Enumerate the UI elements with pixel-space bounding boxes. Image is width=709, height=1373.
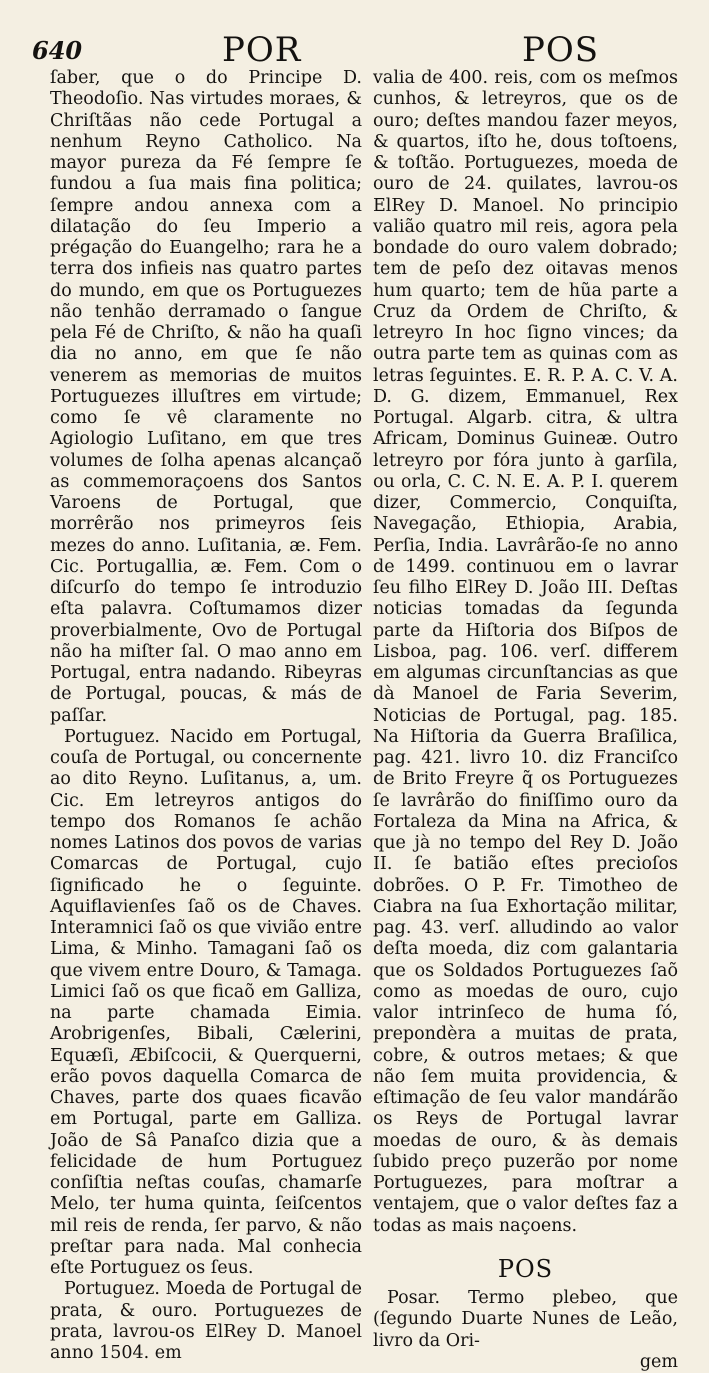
page-header <box>32 30 681 70</box>
catchword: gem <box>639 1351 678 1372</box>
right-paragraph-continued: valia de 400. reis, com os meſmos cunhos, & letreyros, que os de ouro; deſtes mandou fazer meyos, & quartos, iſto he, dous toſtoens, & toſtão. Portuguezes, moeda de ouro de 24. quilates, lavrou-os ElRey D. Manoel. No principio valião quatro mil reis, agora pela bondade do ouro valem dobrado; tem de peſo dez oitavas menos hum quarto; tem de hũa parte a Cruz da Ordem de Chriſto, & letreyro In hoc ſigno vinces; da outra parte tem as quinas com as letras ſeguintes. E. R. P. A. C. V. A. D. G. dizem, Emmanuel, Rex Portugal. Algarb. citra, & ultra Africam, Dominus Guineæ. Outro letreyro por fóra junto à garſila, ou orla, C. C. N. E. A. P. I. querem dizer, Commercio, Conquiſta, Navegação, Ethiopia, Arabia, Perſia, India. Lavrârão-ſe no anno de 1499. continuou em o lavrar ſeu filho ElRey D. João III. Deſtas noticias tomadas da ſegunda parte da Hiſtoria dos Biſpos de Lisboa, pag. 106. verſ. differem em algumas circunſtancias as que dà Manoel de Faria Severim, Noticias de Portugal, pag. 185. Na Hiſtoria da Guerra Braſilica, pag. 421. livro 10. diz Franciſco de Brito Freyre q̃ os Portuguezes ſe lavrârão do finiſſimo ouro da Fortaleza da Mina na Africa, & que jà no tempo del Rey D. João II. ſe batião eſtes precioſos dobrões. O P. Fr. Timotheo de Ciabra na ſua Exhortação militar, pag. 43. verſ. alludindo ao valor deſta moeda, diz com galantaria que os Soldados Portuguezes ſaõ como as moedas de ouro, cujo valor intrinſeco de huma ſó, prepondèra a muitas de prata, cobre, & outros metaes; & que não ſem muita providencia, & eſtimação de ſeu valor mandárão os Reys de Portugal lavrar moedas de ouro, & às demais ſubido preço puzerão por nome Portuguezes, para moſtrar a ventajem, que o valor deſtes faz a todas as mais naçoens. <box>373 68 678 1236</box>
entry-portuguez-coin: Portuguez. Moeda de Portugal de prata, & ouro. Portuguezes de prata, lavrou-os ElRey D. Manoel anno 1504. em <box>50 1279 362 1363</box>
page-number: 640 <box>32 36 83 65</box>
guide-word-left: POR <box>222 30 302 70</box>
entry-posar: Posar. Termo plebeo, que (ſegundo Duarte Nunes de Leão, livro da Ori- <box>373 1288 678 1351</box>
section-heading: POS <box>497 1254 554 1283</box>
guide-word-right: POS <box>522 30 600 70</box>
left-column <box>50 68 362 1364</box>
right-column <box>373 68 678 1373</box>
left-paragraph-continued: ſaber, que o do Principe D. Theodoſio. Nas virtudes moraes, & Chriſtãas não cede Portugal a nenhum Reyno Catholico. Na mayor pureza da Fé ſempre ſe fundou a ſua mais fina politica; ſempre andou annexa com a dilatação do ſeu Imperio a prégação do Euangelho; rara he a terra dos infieis nas quatro partes do mundo, em que os Portuguezes não tenhão derramado o ſangue pela Fé de Chriſto, & não ha quaſi dia no anno, em que ſe não venerem as memorias de muitos Portuguezes illuſtres em virtude; como ſe vê claramente no Agiologio Luſitano, em que tres volumes de ſolha apenas alcançaõ as commemoraçoens dos Santos Varoens de Portugal, que morrêrão nos primeyros ſeis mezes do anno. Luſitania, æ. Fem. Cic. Portugallia, æ. Fem. Com o diſcurſo do tempo ſe introduzio eſta palavra. Coſtumamos dizer proverbialmente, Ovo de Portugal não ha miſter ſal. O mao anno em Portugal, entra nadando. Ribeyras de Portugal, poucas, & más de paſſar. <box>50 68 362 726</box>
entry-portuguez-native: Portuguez. Nacido em Portugal, couſa de Portugal, ou concernente ao dito Reyno. Luſitanus, a, um. Cic. Em letreyros antigos do tempo dos Romanos ſe achão nomes Latinos dos povos de varias Comarcas de Portugal, cujo ſignificado he o ſeguinte. Aquiflavienſes ſaõ os de Chaves. Interamnici ſaõ os que vivião entre Lima, & Minho. Tamagani ſaõ os que vivem entre Douro, & Tamaga. Limici ſaõ os que ficaõ em Galliza, na parte chamada Eimia. Arobrigenſes, Bibali, Cælerini, Equæſi, Æbiſcocii, & Querquerni, erão povos daquella Comarca de Chaves, parte dos quaes ficavão em Portugal, parte em Galliza. João de Sâ Panaſco dizia que a felicidade de hum Portuguez conſiſtia neſtas couſas, chamarſe Melo, ter huma quinta, ſeiſcentos mil reis de renda, ſer parvo, & não preſtar para nada. Mal conhecia eſte Portuguez os ſeus. <box>50 726 362 1278</box>
